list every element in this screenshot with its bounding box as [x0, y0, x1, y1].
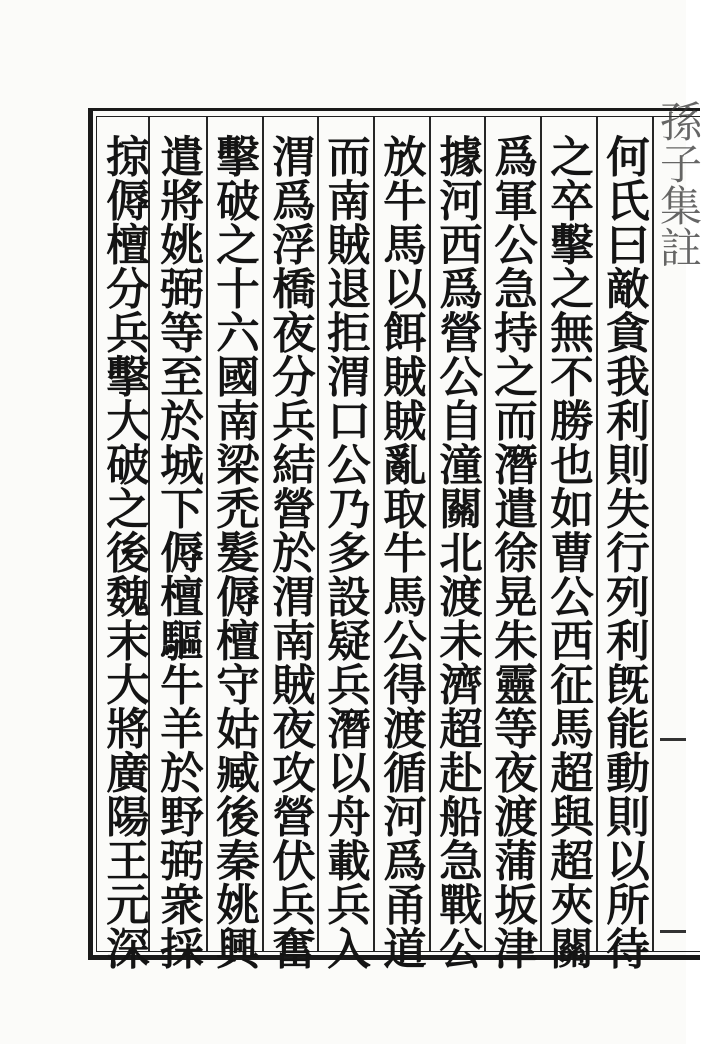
page-edge-title: 孫子集註: [654, 100, 703, 268]
text-column-4: 據河西爲營公自潼關北渡未濟超赴船急戰公: [432, 134, 483, 970]
text-column-10: 掠傉檀分兵擊大破之後魏末大將廣陽王元深: [99, 134, 150, 970]
text-column-1: 何氏曰敵貪我利則失行列利旣能動則以所待: [599, 134, 650, 970]
text-column-8: 擊破之十六國南梁禿髮傉檀守姑臧後秦姚興: [209, 134, 260, 970]
text-column-7: 渭爲浮橋夜分兵結營於渭南賊夜攻營伏兵奮: [265, 134, 316, 970]
edge-mark: [660, 930, 686, 933]
text-column-2: 之卒擊之無不勝也如曹公西征馬超與超夾關: [543, 134, 594, 970]
edge-mark: [660, 738, 686, 741]
text-column-6: 而南賊退拒渭口公乃多設疑兵潛以舟載兵入: [320, 134, 371, 970]
text-column-3: 爲軍公急持之而潛遣徐晃朱靈等夜渡蒲坂津: [487, 134, 538, 970]
text-column-5: 放牛馬以餌賊賊亂取牛馬公得渡循河爲甬道: [376, 134, 427, 970]
text-column-9: 遣將姚弼等至於城下傉檀驅牛羊於野弼衆採: [153, 134, 204, 970]
